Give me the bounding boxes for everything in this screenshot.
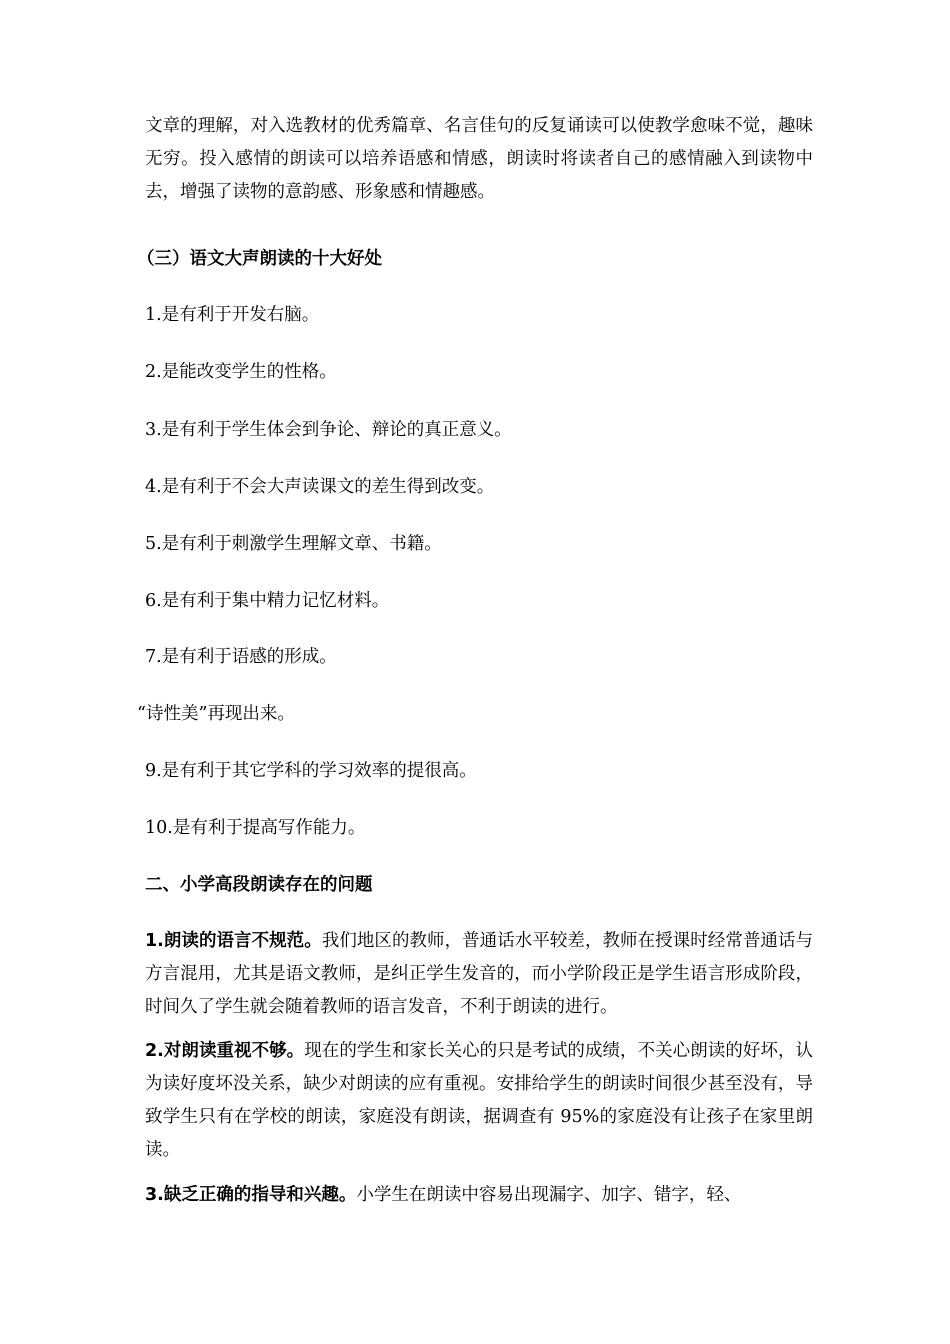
problem-lead: 2.对朗读重视不够。 (145, 1041, 305, 1061)
problem-body: 我们地区的教师，普通话水平较差，教师在授课时经常普通话与方言混用，尤其是语文教师，是纠正学生发音的，而小学阶段正是学生语言形成阶段，时间久了学生就会随着教师的语言发音，不利于朗读的进行。 (145, 931, 813, 1017)
problem-lead: 1.朗读的语言不规范。 (145, 931, 322, 951)
problem-paragraph (145, 1035, 813, 1167)
list-item: 5.是有利于刺激学生理解文章、书籍。 (145, 534, 442, 554)
list-item: 1.是有利于开发右脑。 (145, 305, 320, 325)
problem-body: 小学生在朗读中容易出现漏字、加字、错字，轻、 (356, 1185, 742, 1205)
list-item: “诗性美”再现出来。 (137, 704, 295, 724)
problem-body: 现在的学生和家长关心的只是考试的成绩，不关心朗读的好坏，认为读好度坏没关系，缺少对朗读的应有重视。安排给学生的朗读时间很少甚至没有，导致学生只有在学校的朗读，家庭没有朗读，据调查有 95%的家庭没有让孩子在家里朗读。 (145, 1041, 813, 1160)
intro-paragraph: 文章的理解，对入选教材的优秀篇章、名言佳句的反复诵读可以使教学愈味不觉，趣味无穷。投入感情的朗读可以培养语感和情感，朗读时将读者自己的感情融入到读物中去，增强了读物的意韵感、形象感和情趣感。 (145, 116, 813, 202)
list-item: 2.是能改变学生的性格。 (145, 362, 337, 382)
list-item: 9.是有利于其它学科的学习效率的提很高。 (145, 761, 477, 781)
list-item: 3.是有利于学生体会到争论、辩论的真正意义。 (145, 420, 512, 440)
list-item: 4.是有利于不会大声读课文的差生得到改变。 (145, 477, 495, 497)
problem-paragraph (145, 925, 813, 1024)
problem-paragraph (145, 1179, 813, 1212)
problem-lead: 3.缺乏正确的指导和兴趣。 (145, 1185, 357, 1205)
section-three-heading: （三）语文大声朗读的十大好处 (137, 249, 382, 269)
section-two-heading: 二、小学高段朗读存在的问题 (145, 875, 373, 895)
list-item: 7.是有利于语感的形成。 (145, 647, 337, 667)
list-item: 10.是有利于提高写作能力。 (145, 818, 366, 838)
list-item: 6.是有利于集中精力记忆材料。 (145, 591, 390, 611)
